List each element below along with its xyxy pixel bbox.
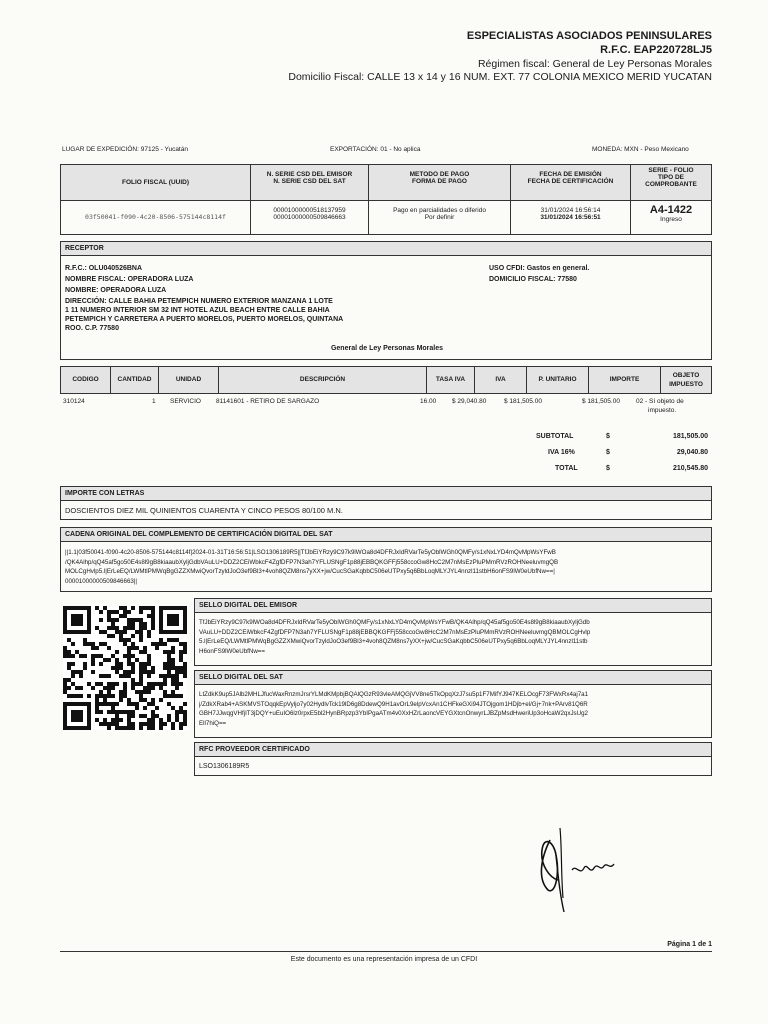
col-uuid-header: FOLIO FISCAL (UUID) — [61, 165, 251, 201]
sello-emisor-title: SELLO DIGITAL DEL EMISOR — [195, 599, 711, 613]
subtotal-label: SUBTOTAL — [536, 433, 574, 440]
receptor-uso-cfdi: USO CFDI: Gastos en general. — [489, 265, 590, 272]
lugar-expedicion: LUGAR DE EXPEDICIÓN: 97125 - Yucatán — [62, 146, 188, 153]
col-fecha-header — [511, 165, 631, 201]
row-unitario: $ 181,505.00 — [504, 398, 542, 405]
row-objeto-2: impuesto. — [648, 407, 677, 414]
issuer-name: ESPECIALISTAS ASOCIADOS PENINSULARES — [466, 30, 712, 42]
issuer-rfc: R.F.C. EAP220728LJ5 — [600, 44, 712, 56]
fecha-values — [511, 201, 631, 234]
th-objeto: OBJETO IMPUESTO — [661, 371, 711, 393]
sello-emisor-text — [199, 618, 709, 656]
cadena-line-4: 00001000000509846663|| — [65, 577, 138, 585]
forma-value: Por definir — [424, 214, 455, 221]
total-label: TOTAL — [555, 465, 578, 472]
cadena-line-3: MOLCgHvlp5.l|ErLeEQ/LWMtlPMWqBgGZZXMwiQvorTzyldJoO3ef9Bl3+4voh8QZM8ns7yXX+jw/CucSGaKqbbC506eUTPxy5q6BbLoqMLYJYL4nnzl11stbH6onFS9lW0eUbfNw==| — [65, 568, 555, 575]
th-iva: IVA — [475, 367, 527, 393]
sello-sat-line-1: LtZdkK9up5JAlb2MHLJfucWaxRnzmJrsrYLMdKMpbjBQAlQGzR93vleAMQGjVV8ne5TkOpqXzJ7su5p1F7MifYJ947KELOcgF73FWxRx4aj7a1 — [199, 691, 589, 698]
th-descripcion: DESCRIPCIÓN — [219, 367, 427, 393]
row-codigo: 310124 — [63, 398, 85, 405]
pago-values — [369, 201, 511, 234]
signature — [530, 820, 640, 920]
total-currency: $ — [606, 465, 610, 472]
serie-values — [631, 201, 711, 234]
row-importe: $ 181,505.00 — [582, 398, 620, 405]
cadena-line-1: ||1.1|03f50041-f090-4c20-8506-575144c8114f|2024-01-31T16:56:51|LSO1306189R5||TfJbEiYRzy9C97k9lWOa8d4DFRJxIdRVarTe5yOblWGh0QMFy/s1xNxLYD4mQvMpWsYFwB — [65, 549, 556, 556]
cadena-text — [65, 548, 709, 586]
sello-sat-section — [194, 670, 712, 738]
sello-emisor-line-3: 5.l|ErLeEQ/LWMtlPMWqBgGZZXMwiQvorTzyldJoO3ef9Bl3+4voh8QZM8ns7yXX+jw/CucSGaKqbbC506eUTPxy5q6BbLoqMLYJYL4nnzl11stb — [199, 638, 588, 645]
cadena-section — [60, 527, 712, 592]
row-descripcion: 81141601 - RETIRO DE SARGAZO — [216, 398, 320, 405]
sello-sat-title: SELLO DIGITAL DEL SAT — [195, 671, 711, 685]
letras-text: DOSCIENTOS DIEZ MIL QUINIENTOS CUARENTA Y CINCO PESOS 80/100 M.N. — [65, 506, 343, 515]
sello-sat-line-3: GBH7JJwqgVHfjIT3jDQY+uEuIO6lz0rpxE5bl2HynBRpzp3YbIPgaATm4v0XxHZrLaoncVEYGXtcnOnwyrLJBZpMsdHweriUp3oHcaW2qxJsUg2 — [199, 710, 588, 717]
receptor-dir-3: PETEMPICH Y CARRETERA A PUERTO MORELOS, PUERTO MORELOS, QUINTANA — [65, 316, 344, 323]
letras-section — [60, 486, 712, 520]
receptor-title: RECEPTOR — [61, 242, 711, 256]
receptor-section — [60, 241, 712, 360]
items-header — [60, 366, 712, 394]
serie-label: SERIE - FOLIO — [648, 167, 694, 174]
serie-folio-value: A4-1422 — [649, 204, 693, 216]
csd-sat-label: N. SERIE CSD DEL SAT — [273, 178, 346, 185]
page-number: Página 1 de 1 — [667, 941, 712, 948]
csd-values — [251, 201, 369, 234]
letras-title: IMPORTE CON LETRAS — [61, 487, 711, 501]
csd-emisor-label: N. SERIE CSD DEL EMISOR — [266, 171, 353, 178]
cadena-line-2: /QK4Alhp/qQ45af5go50E4s8l9gB8kiaaubXyljGdbVAuLU+DDZ2CEiWbkcF4ZgfDFP7N3ah7YFLUSNgF1p88jEBBQKGFFj558ccoGw8HcC2M7nMsEzPluPMmRVzROHNeeluvmgQB — [65, 558, 559, 566]
receptor-dir-2: 1 11 NUMERO INTERIOR SM 32 INT HOTEL AZUL BEACH ENTRE CALLE BAHIA — [65, 307, 330, 314]
th-codigo: CODIGO — [61, 367, 111, 393]
col-csd-header — [251, 165, 369, 201]
total-value: 210,545.80 — [672, 465, 708, 472]
metodo-label: METODO DE PAGO — [409, 171, 470, 178]
th-importe: IMPORTE — [589, 367, 661, 393]
iva-currency: $ — [606, 449, 610, 456]
sello-emisor-line-4: H6onFS9lW0eUbfNw== — [199, 647, 266, 655]
row-objeto-1: 02 - Sí objeto de — [636, 398, 684, 405]
csd-emisor-value: 00001000000518137959 — [273, 207, 346, 214]
receptor-regimen: General de Ley Personas Morales — [330, 345, 444, 352]
th-unidad: UNIDAD — [159, 367, 219, 393]
sello-sat-line-2: j/ZdkXRab4+ASKMVSTOqqkEpVyljo7y02HydlvTck19lD6g8DdewQ9H1avOrL9elpVcxAn1CHFkeGXi94JTOjgom1HDjb+el/Gj+7nk+PArv81Q6R — [199, 700, 588, 708]
footer-note: Este documento es una representación impresa de un CFDI — [290, 956, 478, 963]
sello-sat-line-4: Ell7hiQ== — [199, 719, 227, 727]
subtotal-currency: $ — [606, 433, 610, 440]
rfc-proveedor-title: RFC PROVEEDOR CERTIFICADO — [195, 743, 711, 757]
sello-sat-text — [199, 690, 709, 728]
fecha-cert-label: FECHA DE CERTIFICACIÓN — [527, 178, 614, 185]
iva-value: 29,040.80 — [676, 449, 708, 456]
uuid-value: 03f50041-f090-4c20-8506-575144c8114f — [61, 201, 251, 234]
exportacion: EXPORTACIÓN: 01 - No aplica — [330, 146, 421, 153]
receptor-rfc: R.F.C.: OLU040526BNA — [65, 265, 143, 272]
row-unidad: SERVICIO — [170, 398, 201, 405]
metodo-value: Pago en parcialidades o diferido — [393, 207, 486, 214]
fecha-emision-label: FECHA DE EMISIÓN — [539, 171, 602, 178]
forma-label: FORMA DE PAGO — [412, 178, 467, 185]
sello-emisor-line-2: VAuLU+DDZ2CEiWbkcF4ZgfDFP7N3ah7YFLUSNgF1p88jEBBQKGFFj558ccoGw8HcC2M7nMsEzPluPMmRVzROHNeeluvmgQBMOLCgHvlp — [199, 628, 591, 636]
rfc-proveedor-section — [194, 742, 712, 776]
header-table — [60, 164, 712, 235]
receptor-domicilio-fiscal: DOMICILIO FISCAL: 77580 — [489, 276, 577, 283]
issuer-domicilio: Domicilio Fiscal: CALLE 13 x 14 y 16 NUM. EXT. 77 COLONIA MEXICO MERID YUCATAN — [288, 71, 712, 83]
th-cantidad: CANTIDAD — [111, 367, 159, 393]
receptor-dir-4: ROO. C.P. 77580 — [65, 325, 119, 332]
subtotal-value: 181,505.00 — [672, 433, 708, 440]
comprobante-label: COMPROBANTE — [645, 181, 697, 188]
row-iva: $ 29,040.80 — [452, 398, 487, 405]
rfc-proveedor-value: LSO1306189R5 — [199, 763, 250, 770]
footer-divider — [60, 951, 712, 952]
fecha-cert-value: 31/01/2024 16:56:51 — [540, 214, 601, 221]
fecha-emision-value: 31/01/2024 16:56:14 — [540, 207, 601, 214]
tipo-value: Ingreso — [660, 216, 682, 223]
col-pago-header — [369, 165, 511, 201]
iva-label: IVA 16% — [548, 449, 575, 456]
receptor-nombre-fiscal: NOMBRE FISCAL: OPERADORA LUZA — [65, 276, 194, 283]
receptor-dir-1: DIRECCIÓN: CALLE BAHIA PETEMPICH NUMERO EXTERIOR MANZANA 1 LOTE — [65, 298, 333, 305]
th-tasa: TASA IVA — [427, 367, 475, 393]
sello-emisor-line-1: TfJbEiYRzy9C97k9lWOa8d4DFRJxIdRVarTe5yOblWGh0QMFy/s1xNxLYD4mQvMpWsYFwB/QK4Alhp/qQ45af5go50E4s8l9gB8kiaaubXyljGdb — [199, 619, 590, 626]
moneda: MONEDA: MXN - Peso Mexicano — [592, 146, 689, 153]
col-serie-header — [631, 165, 711, 201]
row-cantidad: 1 — [152, 398, 156, 405]
issuer-regimen: Régimen fiscal: General de Ley Personas Morales — [477, 58, 712, 70]
cadena-title: CADENA ORIGINAL DEL COMPLEMENTO DE CERTIFICACIÓN DIGITAL DEL SAT — [61, 528, 711, 542]
qr-code — [63, 606, 187, 730]
csd-sat-value: 00001000000509846663 — [273, 214, 346, 221]
receptor-nombre: NOMBRE: OPERADORA LUZA — [65, 287, 167, 294]
th-unitario: P. UNITARIO — [527, 367, 589, 393]
tipo-label: TIPO DE — [657, 174, 684, 181]
sello-emisor-section — [194, 598, 712, 666]
row-tasa: 16.00 — [420, 398, 437, 405]
